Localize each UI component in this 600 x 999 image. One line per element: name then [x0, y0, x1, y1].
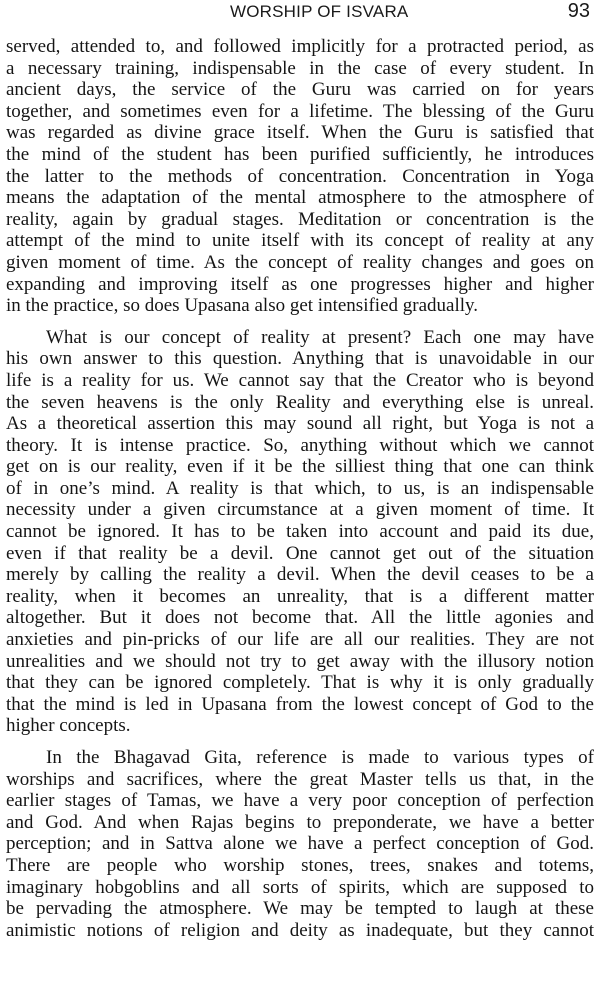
text-line: even if that reality be a devil. One cannot get out of the situation [6, 542, 594, 564]
text-line: worships and sacrifices, where the great Master tells us that, in the [6, 768, 594, 790]
text-line: cannot be ignored. It has to be taken into account and paid its due, [6, 521, 594, 543]
text-line: the latter to the methods of concentration. Concentration in Yoga [6, 165, 594, 187]
text-line: necessity under a given circumstance at a given moment of time. It [6, 499, 594, 521]
text-line: life is a reality for us. We cannot say that the Creator who is beyond [6, 369, 594, 391]
text-line: was regarded as divine grace itself. When the Guru is satisfied that [6, 122, 594, 144]
text-line: What is our concept of reality at present? Each one may have [46, 326, 594, 348]
paragraph [6, 747, 594, 941]
text-line: ancient days, the service of the Guru was carried on for years [6, 79, 594, 101]
text-line: that the mind is led in Upasana from the lowest concept of God to the [6, 693, 594, 715]
running-head [0, 2, 600, 32]
text-line: together, and sometimes even for a lifetime. The blessing of the Guru [6, 100, 594, 122]
text-line: attempt of the mind to unite itself with its concept of reality at any [6, 230, 594, 252]
text-line: earlier stages of Tamas, we have a very poor conception of perfection [6, 790, 594, 812]
text-line: of in one’s mind. A reality is that which, to us, is an indispensable [6, 477, 594, 499]
text-line: There are people who worship stones, trees, snakes and totems, [6, 854, 594, 876]
text-line: given moment of time. As the concept of reality changes and goes on [6, 251, 594, 273]
paragraph [6, 36, 594, 317]
text-line: perception; and in Sattva alone we have a perfect conception of God. [6, 833, 594, 855]
text-line: anxieties and pin-pricks of our life are all our realities. They are not [6, 629, 594, 651]
text-line: merely by calling the reality a devil. When the devil ceases to be a [6, 564, 594, 586]
text-line: the mind of the student has been purified sufficiently, he introduces [6, 143, 594, 165]
text-line: a necessary training, indispensable in the case of every student. In [6, 57, 594, 79]
text-line: reality, again by gradual stages. Meditation or concentration is the [6, 208, 594, 230]
running-title: WORSHIP OF ISVARA [230, 2, 409, 21]
text-line: As a theoretical assertion this may sound all right, but Yoga is not a [6, 413, 594, 435]
text-line: higher concepts. [6, 715, 131, 737]
text-line: In the Bhagavad Gita, reference is made to various types of [46, 747, 594, 768]
paragraph [6, 327, 594, 737]
text-line: get on is our reality, even if it be the silliest thing that one can think [6, 456, 594, 478]
text-line: and God. And when Rajas begins to preponderate, we have a better [6, 811, 594, 833]
body-text [6, 36, 594, 941]
text-line: his own answer to this question. Anything that is unavoidable in our [6, 348, 594, 370]
text-line: reality, when it becomes an unreality, that is a different matter [6, 585, 594, 607]
text-line: altogether. But it does not become that. All the little agonies and [6, 607, 594, 629]
text-line: the seven heavens is the only Reality and everything else is unreal. [6, 391, 594, 413]
page-number: 93 [567, 0, 590, 22]
text-line: theory. It is intense practice. So, anything without which we cannot [6, 434, 594, 456]
text-line: be pervading the atmosphere. We may be tempted to laugh at these [6, 898, 594, 920]
text-line: that they can be ignored completely. That is why it is only gradually [6, 672, 594, 694]
text-line: expanding and improving itself as one progresses higher and higher [6, 273, 594, 295]
text-line: unrealities and we should not try to get away with the illusory notion [6, 650, 594, 672]
text-line: served, attended to, and followed implicitly for a protracted period, as [6, 36, 594, 57]
text-line: in the practice, so does Upasana also get intensified gradually. [6, 295, 479, 317]
text-line: means the adaptation of the mental atmosphere to the atmosphere of [6, 187, 594, 209]
text-line: animistic notions of religion and deity as inadequate, but they cannot [6, 919, 594, 941]
text-line: imaginary hobgoblins and all sorts of spirits, which are supposed to [6, 876, 594, 898]
